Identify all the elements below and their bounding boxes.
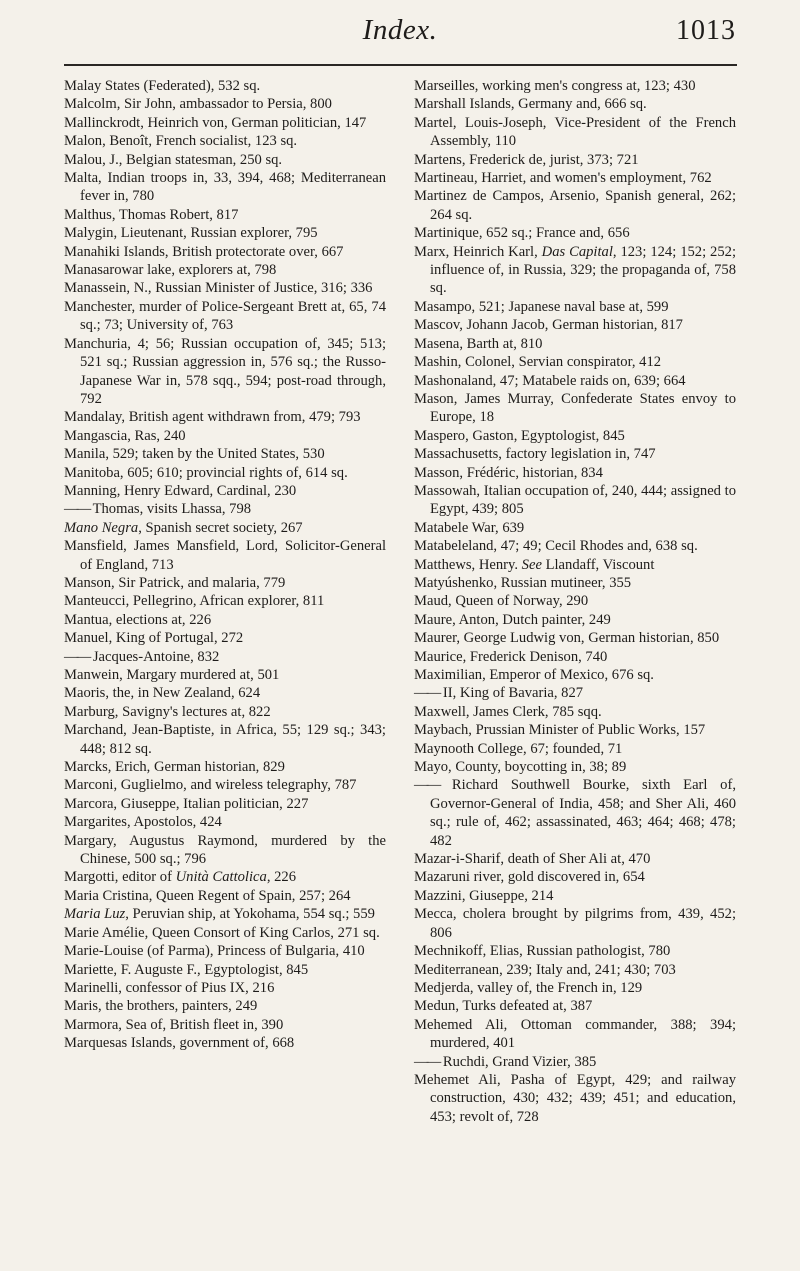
index-entry <box>414 721 736 739</box>
entry-text: Marie-Louise (of Parma), Princess of Bulgaria, 410 <box>64 943 365 960</box>
index-entry <box>64 629 386 647</box>
entry-text: Matyúshenko, Russian mutineer, 355 <box>414 574 632 591</box>
entry-italic: Maria Luz <box>64 906 126 923</box>
entry-italic: See <box>521 556 542 573</box>
entry-text: Massachusetts, factory legislation in, 747 <box>414 446 656 463</box>
index-entry <box>64 445 386 463</box>
index-entry <box>414 997 736 1015</box>
index-entry <box>414 611 736 629</box>
entry-tail: Llandaff, Viscount <box>541 556 655 573</box>
index-entry <box>64 408 386 426</box>
index-entry <box>64 721 386 758</box>
entry-text: Malthus, Thomas Robert, 817 <box>64 206 239 223</box>
index-entry <box>64 887 386 905</box>
entry-text: Martel, Louis-Joseph, Vice-President of the French Assembly, 110 <box>414 114 736 150</box>
entry-text: Richard Southwell Bourke, sixth Earl of, Governor-General of India, 458; and Sher Ali, 460 sq.; rule of, 462; assassinated, 463; 464; 468; 478; 482 <box>430 777 736 849</box>
page-number: 1013 <box>676 15 736 46</box>
entry-text: , Spanish secret society, 267 <box>138 519 303 536</box>
index-entry <box>414 390 736 427</box>
index-entry <box>414 887 736 905</box>
entry-text: Masson, Frédéric, historian, 834 <box>414 464 603 481</box>
index-entry <box>64 703 386 721</box>
entry-text: Mazzini, Giuseppe, 214 <box>414 887 554 904</box>
entry-text: Maynooth College, 67; founded, 71 <box>414 740 623 757</box>
index-entry <box>414 850 736 868</box>
index-entry <box>64 574 386 592</box>
index-entry <box>64 905 386 923</box>
index-entry <box>64 95 386 113</box>
entry-text: Masena, Barth at, 810 <box>414 335 543 352</box>
entry-text: Manteucci, Pellegrino, African explorer, 811 <box>64 593 325 610</box>
entry-text: Martinique, 652 sq.; France and, 656 <box>414 225 630 242</box>
entry-text: Manila, 529; taken by the United States, 530 <box>64 446 325 463</box>
entry-text: Jacques-Antoine, 832 <box>92 648 220 665</box>
index-entry <box>414 1016 736 1053</box>
index-entry <box>414 224 736 242</box>
entry-text: Mason, James Murray, Confederate States envoy to Europe, 18 <box>414 390 736 426</box>
index-entry <box>414 1053 736 1071</box>
index-entry <box>64 261 386 279</box>
ditto-dash: —— <box>64 648 90 665</box>
index-entry <box>64 500 386 518</box>
entry-text: Manahiki Islands, British protectorate over, 667 <box>64 243 344 260</box>
entry-text: Massowah, Italian occupation of, 240, 444; assigned to Egypt, 439; 805 <box>414 482 736 518</box>
entry-text: Mayo, County, boycotting in, 38; 89 <box>414 759 627 776</box>
index-entry <box>414 464 736 482</box>
entry-text: Matabeleland, 47; 49; Cecil Rhodes and, 638 sq. <box>414 538 698 555</box>
entry-text: Mashin, Colonel, Servian conspirator, 412 <box>414 354 662 371</box>
entry-text: Maurice, Frederick Denison, 740 <box>414 648 608 665</box>
entry-text: Maris, the brothers, painters, 249 <box>64 998 258 1015</box>
index-entry <box>64 868 386 886</box>
index-entry <box>64 942 386 960</box>
index-entry <box>414 187 736 224</box>
index-entry <box>64 758 386 776</box>
index-entry <box>64 666 386 684</box>
page-header <box>64 14 736 54</box>
ditto-dash: —— <box>64 501 90 518</box>
index-entry <box>414 905 736 942</box>
entry-text: Manasarowar lake, explorers at, 798 <box>64 262 277 279</box>
entry-text: Martens, Frederick de, jurist, 373; 721 <box>414 151 639 168</box>
entry-text: Masampo, 521; Japanese naval base at, 599 <box>414 298 669 315</box>
index-entry <box>64 776 386 794</box>
entry-tail: , 226 <box>266 869 297 886</box>
entry-text: Mangascia, Ras, 240 <box>64 427 186 444</box>
entry-text: Mallinckrodt, Heinrich von, German politician, 147 <box>64 114 367 131</box>
index-entry <box>414 427 736 445</box>
index-entry <box>64 464 386 482</box>
entry-text: Marconi, Guglielmo, and wireless telegraphy, 787 <box>64 777 357 794</box>
index-entry <box>64 279 386 297</box>
index-entry <box>64 132 386 150</box>
entry-text: Manchuria, 4; 56; Russian occupation of, 345; 513; 521 sq.; Russian aggression in, 576 sq.; the Russo-Japanese War in, 578 sqq., 594; post-road through, 792 <box>64 335 386 407</box>
index-entry <box>414 519 736 537</box>
entry-text: Mashonaland, 47; Matabele raids on, 639; 664 <box>414 372 686 389</box>
index-entry <box>414 684 736 702</box>
entry-text: Marx, Heinrich Karl, <box>414 243 542 260</box>
entry-text: Medun, Turks defeated at, 387 <box>414 998 593 1015</box>
index-entry <box>64 832 386 869</box>
header-rule <box>64 64 737 66</box>
index-column-right <box>414 77 736 1126</box>
index-entry <box>414 648 736 666</box>
entry-text: Marseilles, working men's congress at, 123; 430 <box>414 78 696 94</box>
entry-tail: , 123; 124; 152; 252; influence of, in Russia, 329; the propaganda of, 758 sq. <box>430 243 736 297</box>
entry-italic: Unità Cattolica <box>175 869 267 886</box>
entry-text: Maurer, George Ludwig von, German historian, 850 <box>414 630 720 647</box>
index-entry <box>64 961 386 979</box>
ditto-dash: —— <box>414 1053 440 1070</box>
index-entry <box>64 537 386 574</box>
index-entry <box>414 537 736 555</box>
entry-text: Martinez de Campos, Arsenio, Spanish general, 262; 264 sq. <box>414 188 736 223</box>
index-entry <box>64 1016 386 1034</box>
index-entry <box>414 445 736 463</box>
index-entry <box>414 77 736 95</box>
entry-text: Marburg, Savigny's lectures at, 822 <box>64 703 271 720</box>
index-entry <box>414 961 736 979</box>
entry-text: Maure, Anton, Dutch painter, 249 <box>414 611 611 628</box>
entry-text: Marcks, Erich, German historian, 829 <box>64 759 285 776</box>
index-entry <box>414 169 736 187</box>
index-entry <box>64 648 386 666</box>
entry-text: Mediterranean, 239; Italy and, 241; 430; 703 <box>414 961 676 978</box>
index-entry <box>414 151 736 169</box>
index-entry <box>64 77 386 95</box>
entry-text: Marshall Islands, Germany and, 666 sq. <box>414 96 647 113</box>
index-entry <box>64 206 386 224</box>
index-entry <box>64 997 386 1015</box>
index-entry <box>414 556 736 574</box>
entry-text: Manuel, King of Portugal, 272 <box>64 630 244 647</box>
entry-text: Marcora, Giuseppe, Italian politician, 227 <box>64 795 309 812</box>
entry-text: Manning, Henry Edward, Cardinal, 230 <box>64 482 297 499</box>
index-entry <box>64 114 386 132</box>
entry-text: Marinelli, confessor of Pius IX, 216 <box>64 979 275 996</box>
index-entry <box>64 427 386 445</box>
index-entry <box>414 574 736 592</box>
entry-text: Marie Amélie, Queen Consort of King Carlos, 271 sq. <box>64 924 380 941</box>
entry-text: Mantua, elections at, 226 <box>64 611 212 628</box>
index-entry <box>414 372 736 390</box>
index-entry <box>64 169 386 206</box>
entry-text: , Peruvian ship, at Yokohama, 554 sq.; 559 <box>125 906 375 923</box>
entry-text: Martineau, Harriet, and women's employment, 762 <box>414 170 712 187</box>
entry-text: Manson, Sir Patrick, and malaria, 779 <box>64 574 286 591</box>
entry-text: Maria Cristina, Queen Regent of Spain, 257; 264 <box>64 887 351 904</box>
entry-text: Medjerda, valley of, the French in, 129 <box>414 979 643 996</box>
entry-text: Marchand, Jean-Baptiste, in Africa, 55; 129 sq.; 343; 448; 812 sq. <box>64 722 386 757</box>
entry-text: Mandalay, British agent withdrawn from, 479; 793 <box>64 409 361 426</box>
index-entry <box>414 666 736 684</box>
index-entry <box>64 813 386 831</box>
entry-text: Margotti, editor of <box>64 869 176 886</box>
index-entry <box>414 353 736 371</box>
running-title: Index. <box>362 14 438 46</box>
index-entry <box>414 740 736 758</box>
entry-text: Mascov, Johann Jacob, German historian, 817 <box>414 317 683 334</box>
index-entry <box>64 592 386 610</box>
entry-text: Thomas, visits Lhassa, 798 <box>92 501 252 518</box>
entry-text: Mehemet Ali, Pasha of Egypt, 429; and railway construction, 430; 432; 439; 451; and education, 453; revolt of, 728 <box>414 1071 736 1125</box>
entry-text: Mariette, F. Auguste F., Egyptologist, 845 <box>64 961 309 978</box>
index-entry <box>64 482 386 500</box>
entry-text: Malou, J., Belgian statesman, 250 sq. <box>64 151 283 168</box>
entry-text: Margary, Augustus Raymond, murdered by the Chinese, 500 sq.; 796 <box>64 832 386 868</box>
entry-text: Ruchdi, Grand Vizier, 385 <box>442 1053 597 1070</box>
entry-text: Mecca, cholera brought by pilgrims from, 439, 452; 806 <box>414 906 736 941</box>
index-entry <box>414 868 736 886</box>
index-entry <box>64 224 386 242</box>
index-entry <box>64 335 386 409</box>
entry-text: Mansfield, James Mansfield, Lord, Solicitor-General of England, 713 <box>64 538 386 573</box>
entry-text: Mazar-i-Sharif, death of Sher Ali at, 470 <box>414 851 651 868</box>
index-entry <box>64 611 386 629</box>
entry-text: Maoris, the, in New Zealand, 624 <box>64 685 261 702</box>
index-entry <box>414 298 736 316</box>
ditto-dash: —— <box>414 777 440 794</box>
index-entry <box>64 795 386 813</box>
entry-italic: Das Capital <box>541 243 613 260</box>
entry-text: Matthews, Henry. <box>414 556 522 573</box>
entry-text: II, King of Bavaria, 827 <box>442 685 584 702</box>
entry-text: Mechnikoff, Elias, Russian pathologist, 780 <box>414 943 671 960</box>
entry-text: Manitoba, 605; 610; provincial rights of, 614 sq. <box>64 464 348 481</box>
entry-text: Manassein, N., Russian Minister of Justice, 316; 336 <box>64 280 373 297</box>
entry-text: Mazaruni river, gold discovered in, 654 <box>414 869 645 886</box>
index-entry <box>64 1034 386 1052</box>
entry-text: Maud, Queen of Norway, 290 <box>414 593 589 610</box>
entry-text: Maximilian, Emperor of Mexico, 676 sq. <box>414 667 654 683</box>
entry-text: Marmora, Sea of, British fleet in, 390 <box>64 1016 284 1033</box>
index-entry <box>414 482 736 519</box>
index-entry <box>414 316 736 334</box>
index-entry <box>64 298 386 335</box>
index-entry <box>64 979 386 997</box>
index-entry <box>414 942 736 960</box>
index-entry <box>414 592 736 610</box>
index-entry <box>64 684 386 702</box>
entry-text: Maybach, Prussian Minister of Public Works, 157 <box>414 722 706 739</box>
entry-text: Malta, Indian troops in, 33, 394, 468; Mediterranean fever in, 780 <box>64 170 386 205</box>
entry-text: Matabele War, 639 <box>414 519 525 536</box>
index-entry <box>414 95 736 113</box>
index-entry <box>414 979 736 997</box>
index-entry <box>414 629 736 647</box>
index-entry <box>414 114 736 151</box>
entry-italic: Mano Negra <box>64 519 139 536</box>
index-entry <box>64 151 386 169</box>
index-entry <box>64 924 386 942</box>
index-entry <box>414 776 736 850</box>
entry-text: Marquesas Islands, government of, 668 <box>64 1035 295 1052</box>
index-entry <box>414 1071 736 1126</box>
entry-text: Mehemed Ali, Ottoman commander, 388; 394; murdered, 401 <box>414 1016 736 1052</box>
entry-text: Malcolm, Sir John, ambassador to Persia, 800 <box>64 96 332 113</box>
index-entry <box>414 703 736 721</box>
index-entry <box>414 243 736 298</box>
entry-text: Margarites, Apostolos, 424 <box>64 814 222 831</box>
entry-text: Malay States (Federated), 532 sq. <box>64 78 261 94</box>
entry-text: Malygin, Lieutenant, Russian explorer, 795 <box>64 225 318 242</box>
entry-text: Malon, Benoît, French socialist, 123 sq. <box>64 133 298 150</box>
ditto-dash: —— <box>414 685 440 702</box>
index-entry <box>414 335 736 353</box>
index-entry <box>414 758 736 776</box>
entry-text: Manchester, murder of Police-Sergeant Brett at, 65, 74 sq.; 73; University of, 763 <box>64 298 386 334</box>
entry-text: Maxwell, James Clerk, 785 sqq. <box>414 703 602 720</box>
index-column-left <box>64 77 386 1053</box>
entry-text: Manwein, Margary murdered at, 501 <box>64 667 280 683</box>
index-entry <box>64 519 386 537</box>
entry-text: Maspero, Gaston, Egyptologist, 845 <box>414 427 625 444</box>
index-entry <box>64 243 386 261</box>
